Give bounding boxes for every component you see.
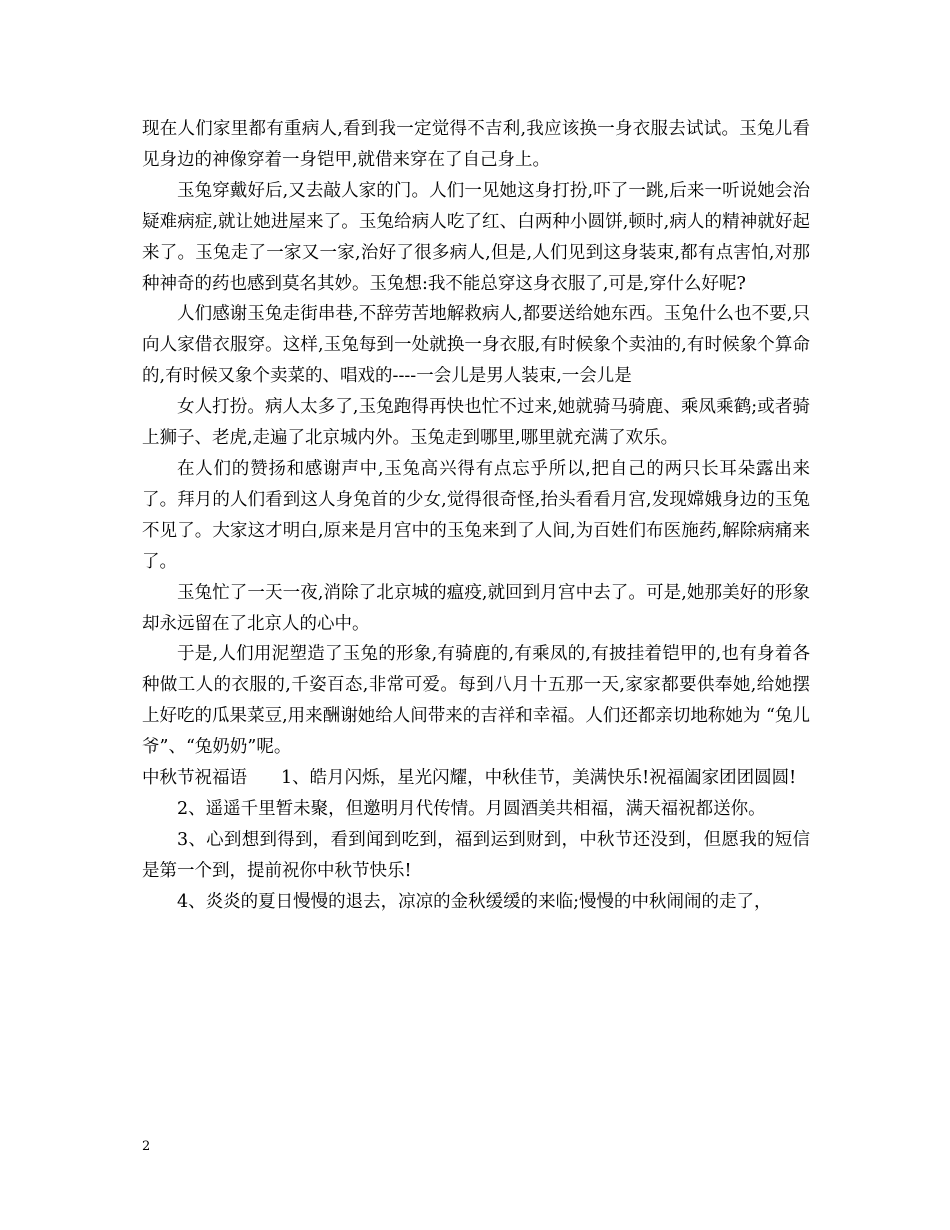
paragraph-2: 玉兔穿戴好后,又去敲人家的门。人们一见她这身打扮,吓了一跳,后来一听说她会治疑难病症,就让她进屋来了。玉兔给病人吃了红、白两种小圆饼,顿时,病人的精神就好起来了。玉兔走了一家又一家,治好了很多病人,但是,人们见到这身装束,都有点害怕,对那种神奇的药也感到莫名其妙。玉兔想:我不能总穿这身衣服了,可是,穿什么好呢? — [142, 180, 810, 294]
paragraph-1: 现在人们家里都有重病人,看到我一定觉得不吉利,我应该换一身衣服去试试。玉兔儿看见身边的神像穿着一身铠甲,就借来穿在了自己身上。 — [142, 119, 810, 170]
wish-4: 4、炎炎的夏日慢慢的退去，凉凉的金秋缓缓的来临;慢慢的中秋闹闹的走了， — [177, 891, 772, 912]
paragraph-4: 女人打扮。病人太多了,玉兔跑得再快也忙不过来,她就骑马骑鹿、乘凤乘鹤;或者骑上狮子、老虎,走遍了北京城内外。玉兔走到哪里,哪里就充满了欢乐。 — [142, 397, 810, 449]
page-number: 2 — [142, 1139, 151, 1154]
wish-2: 2、遥遥千里暂未聚，但邀明月代传情。月圆酒美共相福，满天福祝都送你。 — [177, 798, 766, 819]
greetings-heading: 中秋节祝福语 — [142, 768, 247, 789]
paragraph-6: 玉兔忙了一天一夜,消除了北京城的瘟疫,就回到月宫中去了。可是,她那美好的形象却永远留在了北京人的心中。 — [142, 582, 810, 634]
paragraph-3: 人们感谢玉兔走街串巷,不辞劳苦地解救病人,都要送给她东西。玉兔什么也不要,只向人家借衣服穿。这样,玉兔每到一处就换一身衣服,有时候象个卖油的,有时候象个算命的,有时候又象个卖菜的、唱戏的----一会儿是男人装束,一会儿是 — [142, 304, 810, 387]
body-text — [142, 114, 810, 918]
greetings-heading-line — [142, 763, 810, 794]
paragraph-7: 于是,人们用泥塑造了玉兔的形象,有骑鹿的,有乘凤的,有披挂着铠甲的,也有身着各种做工人的衣服的,千姿百态,非常可爱。每到八月十五那一天,家家都要供奉她,给她摆上好吃的瓜果菜豆,用来酬谢她给人间带来的吉祥和幸福。人们还都亲切地称她为 “兔儿爷”、“兔奶奶”呢。 — [142, 644, 810, 758]
wish-3: 3、心到想到得到，看到闻到吃到，福到运到财到，中秋节还没到，但愿我的短信是第一个到，提前祝你中秋节快乐! — [142, 829, 810, 881]
wish-1: 1、皓月闪烁，星光闪耀，中秋佳节，美满快乐!祝福阖家团团圆圆! — [281, 768, 797, 789]
paragraph-5: 在人们的赞扬和感谢声中,玉兔高兴得有点忘乎所以,把自己的两只长耳朵露出来了。拜月的人们看到这人身兔首的少女,觉得很奇怪,抬头看看月宫,发现嫦娥身边的玉兔不见了。大家这才明白,原来是月宫中的玉兔来到了人间,为百姓们布医施药,解除病痛来了。 — [142, 458, 810, 572]
